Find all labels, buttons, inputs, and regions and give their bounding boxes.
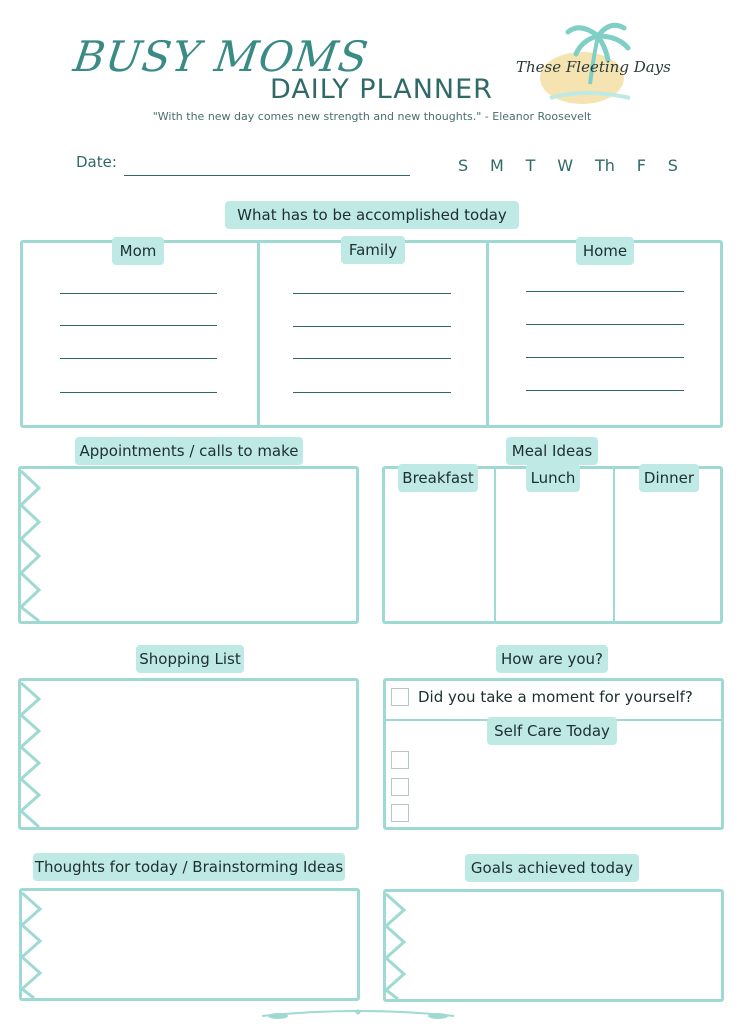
meal-column-breakfast: Breakfast (398, 464, 478, 492)
mom-line-1[interactable] (60, 293, 217, 294)
mom-line-3[interactable] (60, 358, 217, 359)
day-wednesday[interactable]: W (557, 156, 574, 175)
day-sunday[interactable]: S (458, 156, 469, 175)
meal-column-lunch: Lunch (526, 464, 580, 492)
column-divider (494, 469, 496, 621)
family-line-3[interactable] (293, 358, 451, 359)
column-header-family: Family (341, 236, 405, 264)
self-care-checkbox-2[interactable] (391, 778, 409, 796)
family-line-2[interactable] (293, 326, 451, 327)
how-are-you-title: How are you? (496, 645, 608, 673)
shopping-list-box[interactable] (18, 678, 359, 830)
column-divider (257, 243, 260, 425)
self-moment-question: Did you take a moment for yourself? (418, 688, 693, 706)
column-divider (486, 243, 489, 425)
quote: "With the new day comes new strength and new thoughts." - Eleanor Roosevelt (152, 110, 592, 123)
date-label: Date: (76, 153, 117, 171)
day-tuesday[interactable]: T (525, 156, 536, 175)
page-title: DAILY PLANNER (270, 74, 493, 105)
shopping-list-title: Shopping List (136, 645, 244, 673)
self-care-checkbox-3[interactable] (391, 804, 409, 822)
appointments-title: Appointments / calls to make (75, 437, 303, 465)
leaf-ornament-icon (258, 1008, 458, 1024)
accomplish-box (20, 240, 723, 428)
appointments-box[interactable] (18, 466, 359, 624)
family-line-1[interactable] (293, 293, 451, 294)
column-header-mom: Mom (112, 237, 164, 265)
thoughts-box[interactable] (19, 888, 360, 1001)
day-monday[interactable]: M (490, 156, 504, 175)
weekday-picker[interactable] (458, 156, 678, 175)
home-line-3[interactable] (526, 357, 684, 358)
mom-line-4[interactable] (60, 392, 217, 393)
family-line-4[interactable] (293, 392, 451, 393)
mom-line-2[interactable] (60, 325, 217, 326)
self-moment-checkbox[interactable] (391, 688, 409, 706)
day-saturday[interactable]: S (667, 156, 678, 175)
zigzag-border-icon (386, 892, 410, 999)
brand-logo (510, 14, 671, 104)
logo-text: These Fleeting Days (516, 58, 671, 76)
day-friday[interactable]: F (636, 156, 646, 175)
zigzag-border-icon (21, 681, 45, 827)
goals-box[interactable] (383, 889, 724, 1002)
zigzag-border-icon (21, 469, 45, 621)
self-care-title: Self Care Today (487, 717, 617, 745)
zigzag-border-icon (22, 891, 46, 998)
meal-column-dinner: Dinner (639, 464, 699, 492)
accomplish-title: What has to be accomplished today (225, 201, 519, 229)
column-divider (613, 469, 615, 621)
home-line-2[interactable] (526, 324, 684, 325)
meal-ideas-title: Meal Ideas (506, 437, 598, 465)
self-care-checkbox-1[interactable] (391, 751, 409, 769)
home-line-4[interactable] (526, 390, 684, 391)
column-header-home: Home (576, 237, 634, 265)
day-thursday[interactable]: Th (594, 156, 615, 175)
title-script: BUSY MOMS (70, 32, 372, 81)
thoughts-title: Thoughts for today / Brainstorming Ideas (33, 853, 345, 881)
date-field[interactable] (124, 175, 410, 176)
goals-title: Goals achieved today (465, 854, 639, 882)
home-line-1[interactable] (526, 291, 684, 292)
